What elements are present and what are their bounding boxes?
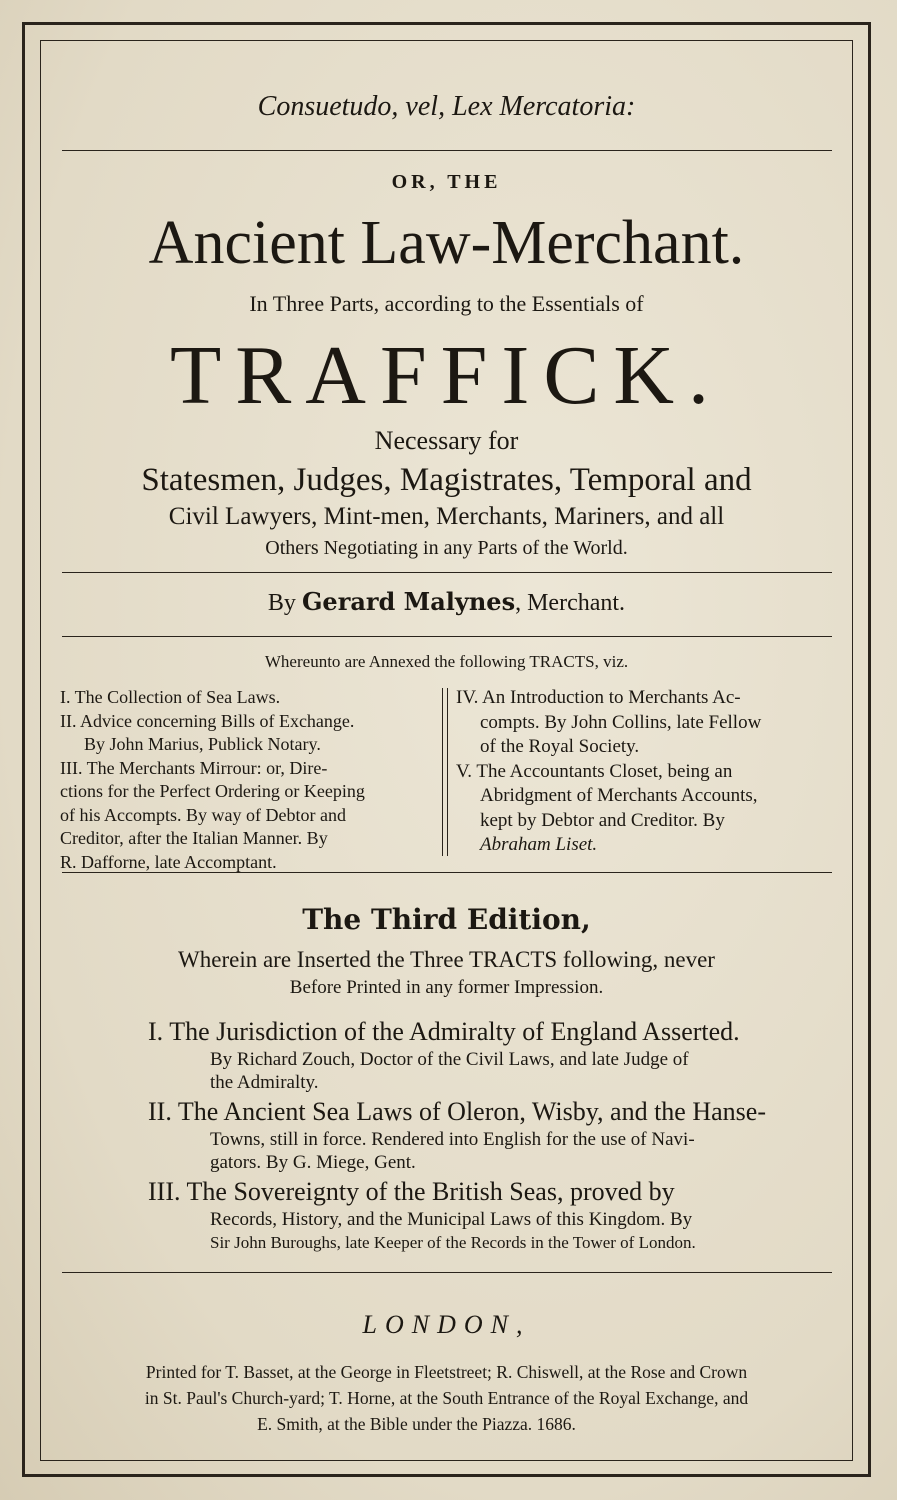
- imprint-line-3: E. Smith, at the Bible under the Piazza. 1686.: [257, 1414, 576, 1434]
- tract-sub: the Admiralty.: [210, 1072, 319, 1093]
- audience-line-1: Statesmen, Judges, Magistrates, Temporal and: [141, 462, 752, 498]
- tract-sub: gators. By G. Miege, Gent.: [210, 1152, 416, 1173]
- tract-line: kept by Debtor and Creditor. By: [480, 809, 725, 831]
- author-name: Gerard Malynes: [301, 587, 516, 616]
- rule-2: [62, 572, 832, 573]
- tract-heading: [148, 1016, 848, 1048]
- or-the: OR, THE: [391, 171, 502, 193]
- annexed-left-column: [60, 686, 365, 874]
- tract-sub: Towns, still in force. Rendered into English for the use of Navi-: [210, 1129, 695, 1150]
- rule-5: [62, 1272, 832, 1273]
- tract-line: IV. An Introduction to Merchants Ac-: [456, 687, 741, 708]
- tract-line: of his Accompts. By way of Debtor and: [60, 804, 346, 825]
- inserted-tract-2: [148, 1096, 848, 1174]
- tract-number: III.: [148, 1177, 181, 1206]
- tract-line: Abridgment of Merchants Accounts,: [480, 785, 758, 806]
- audience-line-2: Civil Lawyers, Mint-men, Merchants, Mariners, and all: [168, 503, 725, 530]
- tract-title: The Sovereignty of the British Seas, proved by: [186, 1177, 675, 1206]
- tract-sub: Sir John Buroughs, late Keeper of the Records in the Tower of London.: [210, 1233, 696, 1252]
- tract-line: of the Royal Society.: [480, 736, 640, 757]
- column-divider: [447, 688, 448, 856]
- tract-line: II. Advice concerning Bills of Exchange.: [60, 710, 355, 731]
- traffick: TRAFFICK.: [169, 329, 724, 422]
- inserted-tract-1: [148, 1016, 848, 1094]
- necessary-for: Necessary for: [374, 426, 519, 455]
- tract-line: Creditor, after the Italian Manner. By: [60, 828, 328, 848]
- latin-title: Consuetudo, vel, Lex Mercatoria:: [257, 91, 636, 122]
- rule-1: [62, 150, 832, 151]
- tract-line: V. The Accountants Closet, being an: [456, 760, 733, 782]
- wherein-line-1: Wherein are Inserted the Three TRACTS following, never: [178, 947, 715, 972]
- annexed-right-column: [456, 686, 761, 858]
- tract-heading: [148, 1096, 848, 1128]
- tract-title: The Jurisdiction of the Admiralty of England Asserted.: [169, 1017, 740, 1046]
- imprint-city: LONDON,: [362, 1310, 531, 1339]
- main-title: Ancient Law-Merchant.: [148, 209, 745, 277]
- annexed-intro: Whereunto are Annexed the following TRACTS, viz.: [264, 652, 629, 671]
- tract-title: The Ancient Sea Laws of Oleron, Wisby, and the Hanse-: [177, 1097, 766, 1126]
- edition-heading: The Third Edition,: [302, 903, 591, 936]
- author-role: , Merchant.: [515, 590, 626, 616]
- tract-heading: [148, 1176, 848, 1208]
- author-by: By: [267, 590, 296, 616]
- tract-number: I.: [148, 1017, 164, 1046]
- tract-line: I. The Collection of Sea Laws.: [60, 687, 281, 707]
- in-three-parts: In Three Parts, according to the Essentials of: [249, 291, 644, 316]
- tract-sub: Records, History, and the Municipal Laws of this Kingdom. By: [210, 1209, 693, 1230]
- inserted-tract-3: [148, 1176, 848, 1254]
- imprint-line-2: in St. Paul's Church-yard; T. Horne, at the South Entrance of the Royal Exchange, and: [144, 1388, 749, 1408]
- tract-line: R. Dafforne, late Accomptant.: [60, 851, 277, 872]
- column-divider: [442, 688, 443, 856]
- rule-3: [62, 636, 832, 637]
- tract-line: III. The Merchants Mirrour: or, Dire-: [60, 757, 328, 778]
- tract-line: compts. By John Collins, late Fellow: [480, 711, 762, 733]
- tract-line: Abraham Liset.: [480, 834, 598, 855]
- tract-line: ctions for the Perfect Ordering or Keeping: [60, 781, 365, 801]
- wherein-line-2: Before Printed in any former Impression.: [289, 977, 604, 998]
- tract-number: II.: [148, 1097, 172, 1126]
- rule-4: [62, 872, 832, 873]
- tract-line: By John Marius, Publick Notary.: [84, 734, 321, 754]
- audience-line-3: Others Negotiating in any Parts of the World.: [265, 537, 628, 559]
- imprint-line-1: Printed for T. Basset, at the George in Fleetstreet; R. Chiswell, at the Rose and Crown: [145, 1362, 748, 1382]
- tract-sub: By Richard Zouch, Doctor of the Civil Laws, and late Judge of: [210, 1049, 689, 1070]
- author-line: [40, 587, 853, 616]
